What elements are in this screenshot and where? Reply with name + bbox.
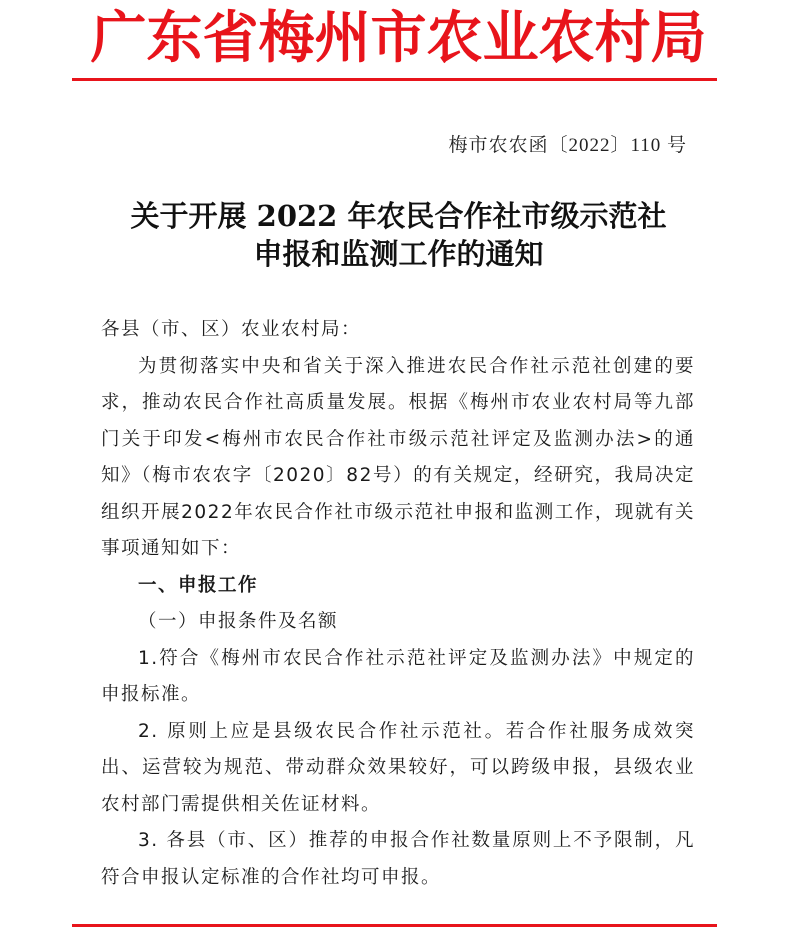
red-rule-bottom bbox=[72, 924, 717, 927]
subsection-heading-1: （一）申报条件及名额 bbox=[138, 611, 339, 632]
notice-title-line-2: 申报和监测工作的通知 bbox=[253, 237, 544, 271]
document-body bbox=[101, 312, 695, 896]
notice-title-line-1: 关于开展 2022 年农民合作社市级示范社 bbox=[130, 199, 667, 233]
section-heading-1: 一、申报工作 bbox=[138, 574, 259, 596]
item-1: 1.符合《梅州市农民合作社示范社评定及监测办法》中规定的申报标准。 bbox=[101, 647, 695, 705]
intro-paragraph: 为贯彻落实中央和省关于深入推进农民合作社示范社创建的要求，推动农民合作社高质量发展。根据《梅州市农业农村局等九部门关于印发<梅州市农民合作社市级示范社评定及监测办法>的通知》（梅市农农字〔2020〕82号）的有关规定，经研究，我局决定组织开展2022年农民合作社市级示范社申报和监测工作，现就有关事项通知如下： bbox=[101, 355, 695, 559]
addressee: 各县（市、区）农业农村局： bbox=[101, 319, 362, 340]
red-rule-top bbox=[72, 78, 717, 81]
masthead-title: 广东省梅州市农业农村局 bbox=[90, 5, 707, 71]
item-3: 3. 各县（市、区）推荐的申报合作社数量原则上不予限制，凡符合申报认定标准的合作社均可申报。 bbox=[101, 830, 695, 888]
document-number: 梅市农农函〔2022〕110 号 bbox=[448, 135, 687, 156]
item-2: 2. 原则上应是县级农民合作社示范社。若合作社服务成效突出、运营较为规范、带动群众效果较好，可以跨级申报，县级农业农村部门需提供相关佐证材料。 bbox=[101, 720, 695, 815]
